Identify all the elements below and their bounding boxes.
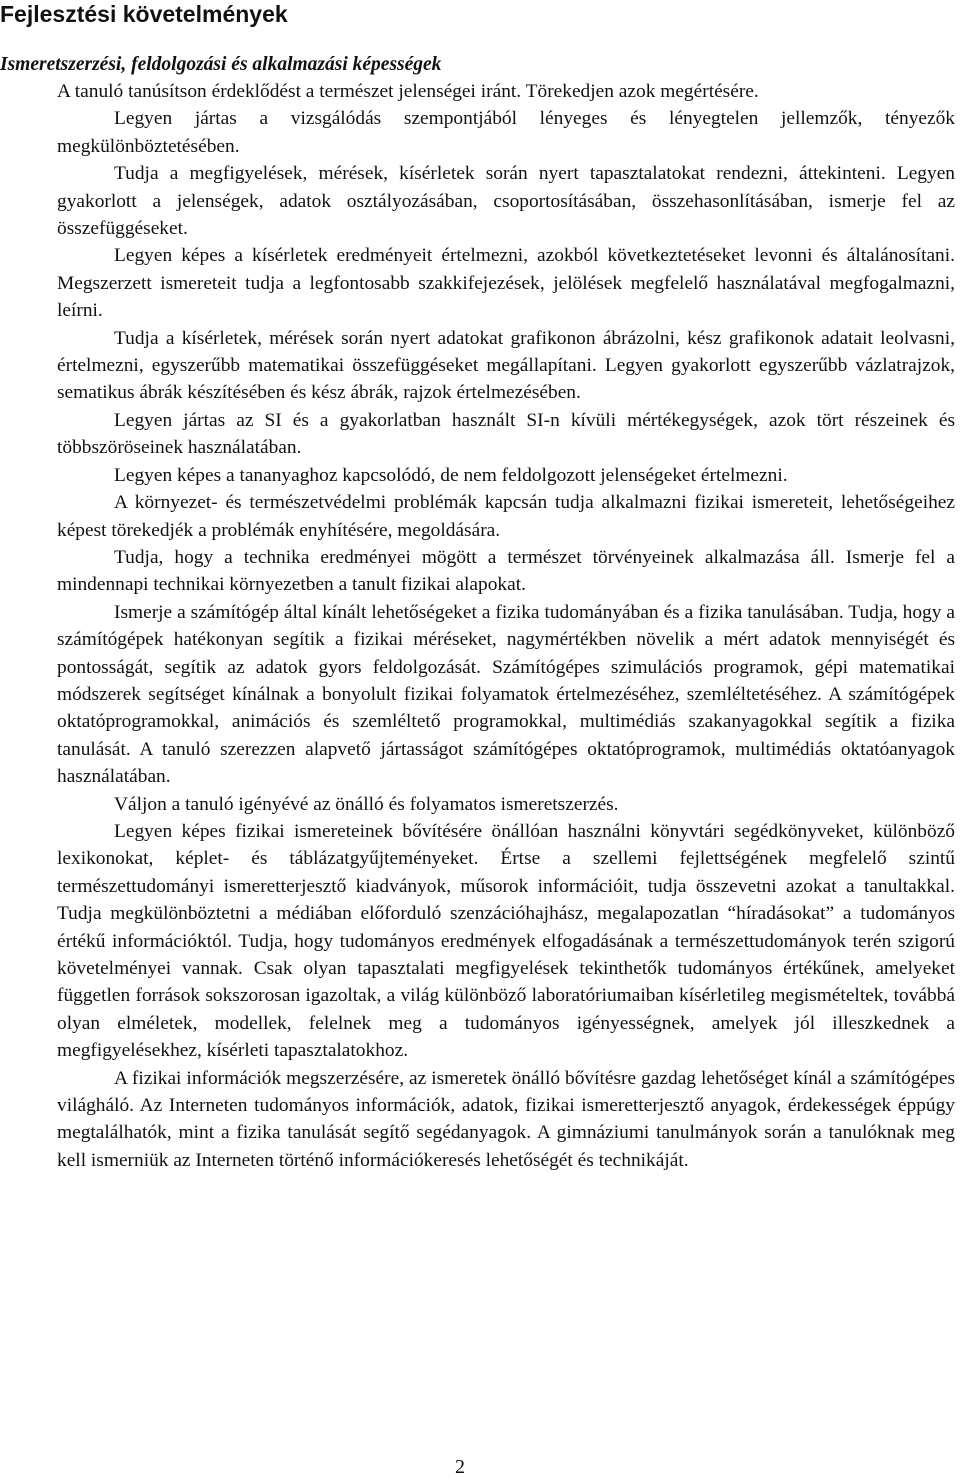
paragraph: Legyen képes a tananyaghoz kapcsolódó, de nem feldolgozott jelenségeket értelmezni. [114,464,788,486]
paragraph: Tudja a megfigyelések, mérések, kísérletek során nyert tapasztalatokat rendezni, áttekinteni. Legyen gyakorlott a jelenségek, adatok osztályozásában, csoportosításában, összehasonlításában, ismerje fel az összefüggéseket. [57,163,955,240]
paragraph: Legyen jártas az SI és a gyakorlatban használt SI-n kívüli mértékegységek, azok tört részeinek és többszöröseinek használatában. [57,409,955,459]
paragraph: Tudja a kísérletek, mérések során nyert adatokat grafikonon ábrázolni, kész grafikonok adatait leolvasni, értelmezni, egyszerűbb matematikai összefüggéseket megállapítani. Legyen gyakorlott egyszerűbb vázlatrajzok, sematikus ábrák készítésében és kész ábrák, rajzok értelmezésében. [57,327,955,404]
paragraph: Ismerje a számítógép által kínált lehetőségeket a fizika tudományában és a fizika tanulásában. Tudja, hogy a számítógépek hatékonyan segítik a fizikai méréseket, nagymértékben növelik a mért adatok mennyiségét és pontosságát, segítik az adatok gyors feldolgozását. Számítógépes szimulációs programok, gépi matematikai módszerek segítséget kínálnak a bonyolult fizikai folyamatok értelmezéséhez, szemléltetéséhez. A számítógépek oktatóprogramokkal, animációs és szemléltető programokkal, multimédiás szakanyagokkal segítik a fizika tanulását. A tanuló szerezzen alapvető jártasságot számítógépes oktatóprogramok, multimédiás oktatóanyagok használatában. [57,601,955,788]
page-number: 2 [455,1456,465,1478]
paragraph: Váljon a tanuló igényévé az önálló és folyamatos ismeretszerzés. [114,793,619,815]
section-subheading: Ismeretszerzési, feldolgozási és alkalmazási képességek [0,54,442,75]
paragraph: Legyen jártas a vizsgálódás szempontjából lényeges és lényegtelen jellemzők, tényezők megkülönböztetésében. [57,108,955,157]
paragraph: A tanuló tanúsítson érdeklődést a természet jelenségei iránt. Törekedjen azok megértésére. [57,81,759,102]
paragraph: A fizikai információk megszerzésére, az ismeretek önálló bővítésre gazdag lehetőséget kínál a számítógépes világháló. Az Interneten tudományos információk, adatok, fizikai ismeretterjesztő anyagok, érdekességek éppúgy megtalálhatók, mint a fizika tanulását segítő segédanyagok. A gimnáziumi tanulmányok során a tanulóknak meg kell ismerniük az Interneten történő információkeresés lehetőségét és technikáját. [57,1067,955,1171]
section-heading: Fejlesztési követelmények [0,1,288,27]
paragraph: Tudja, hogy a technika eredményei mögött a természet törvényeinek alkalmazása áll. Ismerje fel a mindennapi technikai környezetben a tanult fizikai alapokat. [57,546,955,596]
paragraph: A környezet- és természetvédelmi problémák kapcsán tudja alkalmazni fizikai ismereteit, lehetőségeihez képest törekedjék a problémák enyhítésére, megoldására. [57,492,955,541]
paragraph: Legyen képes a kísérletek eredményeit értelmezni, azokból következtetéseket levonni és általánosítani. Megszerzett ismereteit tudja a legfontosabb szakkifejezések, jelölések megfelelő használatával megfogalmazni, leírni. [57,245,955,322]
paragraph: Legyen képes fizikai ismereteinek bővítésére önállóan használni könyvtári segédkönyveket, különböző lexikonokat, képlet- és táblázatgyűjteményeket. Értse a szellemi fejlettségének megfelelő szintű természettudományi ismeretterjesztő kiadványok, műsorok információit, tudja összevetni azokat a tanultakkal. Tudja megkülönböztetni a médiában előforduló szenzációhajhász, megalapozatlan “híradásokat” a tudományos értékű információktól. Tudja, hogy tudományos eredmények elfogadásának a természettudományok terén szigorú követelményei vannak. Csak olyan tapasztalati megfigyelések tekinthetők tudományos értékűnek, amelyeket független források sokszorosan igazoltak, a világ különböző laboratóriumaiban kísérletileg megismételtek, továbbá olyan elméletek, modellek, felelnek meg a tudományos igényességnek, amelyek jól illeszkednek a megfigyelésekhez, kísérleti tapasztalatokhoz. [57,820,955,1062]
body-text [57,78,955,1174]
